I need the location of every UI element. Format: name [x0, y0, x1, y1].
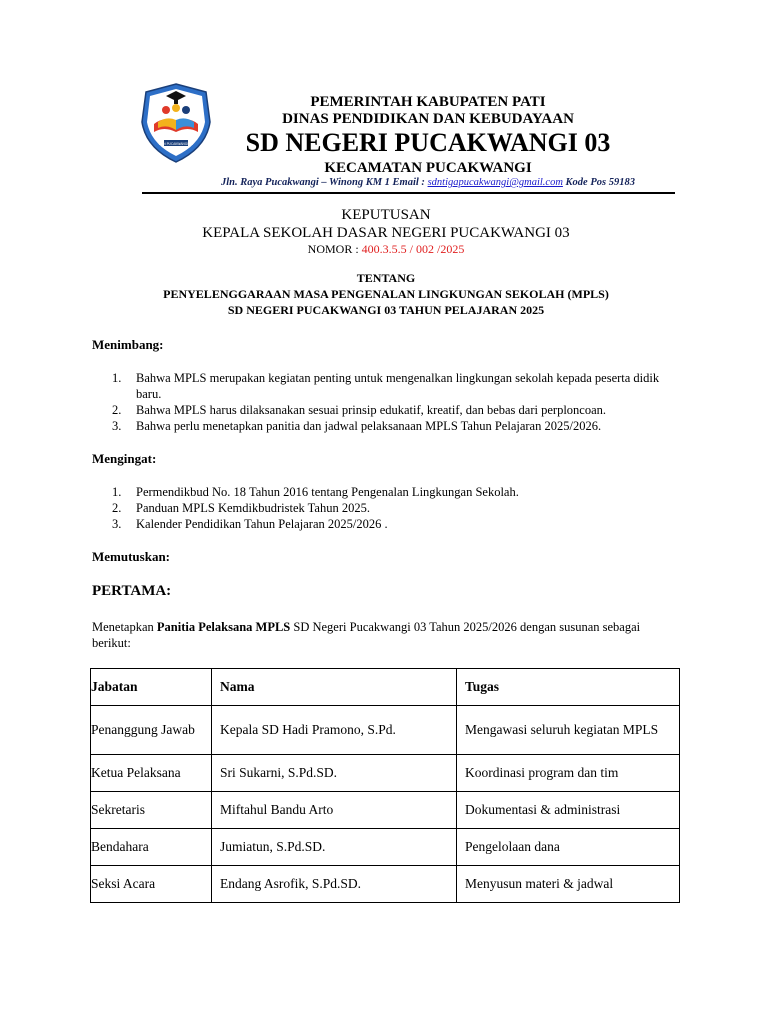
list-item: [108, 402, 668, 418]
decision-issuer: KEPALA SEKOLAH DASAR NEGERI PUCAKWANGI 03: [202, 225, 570, 241]
list-item: [108, 516, 668, 532]
menimbang-list: [108, 370, 668, 434]
table-row: [91, 792, 680, 829]
list-item: [108, 370, 668, 402]
list-item: [108, 418, 668, 434]
list-number: 1.: [112, 371, 122, 385]
cell-nama: Kepala SD Hadi Pramono, S.Pd.: [212, 706, 457, 755]
letterhead-address: [140, 177, 716, 188]
list-text: Permendikbud No. 18 Tahun 2016 tentang Pengenalan Lingkungan Sekolah.: [136, 485, 519, 499]
cell-tugas: Koordinasi program dan tim: [457, 755, 680, 792]
cell-nama: Miftahul Bandu Arto: [212, 792, 457, 829]
address-prefix: Jln. Raya Pucakwangi – Winong KM 1 Email :: [221, 177, 428, 188]
table-row: [91, 866, 680, 903]
list-number: 3.: [112, 419, 122, 433]
letterhead-department: DINAS PENDIDIKAN DAN KEBUDAYAAN: [282, 111, 574, 127]
subject-line-1: PENYELENGGARAAN MASA PENGENALAN LINGKUNGAN SEKOLAH (MPLS): [163, 287, 609, 301]
intro-pre: Menetapkan: [92, 620, 157, 634]
list-text: Kalender Pendidikan Tahun Pelajaran 2025/2026 .: [136, 517, 388, 531]
cell-tugas: Dokumentasi & administrasi: [457, 792, 680, 829]
mengingat-list: [108, 484, 668, 532]
cell-tugas: Mengawasi seluruh kegiatan MPLS: [457, 706, 680, 755]
cell-jabatan: Penanggung Jawab: [91, 706, 212, 755]
list-text: Bahwa MPLS merupakan kegiatan penting untuk mengenalkan lingkungan sekolah kepada peserta didik baru.: [136, 371, 660, 401]
list-item: [108, 484, 668, 500]
email-link[interactable]: sdntigapucakwangi@gmail.com: [427, 177, 563, 188]
list-number: 2.: [112, 403, 122, 417]
list-text: Bahwa perlu menetapkan panitia dan jadwal pelaksanaan MPLS Tahun Pelajaran 2025/2026.: [136, 419, 602, 433]
header-nama: Nama: [212, 669, 457, 706]
pertama-heading: PERTAMA:: [92, 583, 172, 599]
header-tugas: Tugas: [457, 669, 680, 706]
cell-tugas: Pengelolaan dana: [457, 829, 680, 866]
menimbang-heading: Menimbang:: [92, 337, 164, 352]
number-label: NOMOR :: [307, 242, 362, 256]
about-label: TENTANG: [356, 271, 416, 285]
number-value: 400.3.5.5 / 002 /2025: [361, 242, 465, 256]
list-number: 2.: [112, 501, 122, 515]
intro-bold: Panitia Pelaksana MPLS: [156, 620, 291, 634]
decision-number: [92, 242, 680, 257]
table-row: [91, 829, 680, 866]
letterhead-district: KECAMATAN PUCAKWANGI: [324, 160, 532, 176]
cell-jabatan: Seksi Acara: [91, 866, 212, 903]
committee-table: [90, 668, 680, 903]
cell-nama: Sri Sukarni, S.Pd.SD.: [212, 755, 457, 792]
letterhead-divider: [142, 192, 675, 194]
pertama-intro: [92, 619, 680, 651]
list-number: 3.: [112, 517, 122, 531]
cell-jabatan: Sekretaris: [91, 792, 212, 829]
letterhead-government: PEMERINTAH KABUPATEN PATI: [310, 94, 546, 110]
list-item: [108, 500, 668, 516]
list-number: 1.: [112, 485, 122, 499]
table-row: [91, 706, 680, 755]
cell-nama: Endang Asrofik, S.Pd.SD.: [212, 866, 457, 903]
cell-nama: Jumiatun, S.Pd.SD.: [212, 829, 457, 866]
mengingat-heading: Mengingat:: [92, 451, 157, 466]
address-suffix: Kode Pos 59183: [562, 177, 635, 188]
decision-title: KEPUTUSAN: [341, 207, 431, 223]
table-header-row: [91, 669, 680, 706]
table-row: [91, 755, 680, 792]
cell-jabatan: Bendahara: [91, 829, 212, 866]
subject-line-2: SD NEGERI PUCAKWANGI 03 TAHUN PELAJARAN 2025: [227, 303, 545, 317]
list-text: Bahwa MPLS harus dilaksanakan sesuai prinsip edukatif, kreatif, dan bebas dari perploncoan.: [136, 403, 607, 417]
header-jabatan: Jabatan: [91, 669, 212, 706]
cell-jabatan: Ketua Pelaksana: [91, 755, 212, 792]
cell-tugas: Menyusun materi & jadwal: [457, 866, 680, 903]
logo-text: SDN PUCAKWANGI 03: [158, 142, 194, 146]
memutuskan-heading: Memutuskan:: [92, 549, 171, 564]
intro-post: SD Negeri Pucakwangi 03 Tahun 2025/2026 dengan susunan sebagai berikut:: [92, 620, 641, 650]
list-text: Panduan MPLS Kemdikbudristek Tahun 2025.: [136, 501, 370, 515]
letterhead-school-name: SD NEGERI PUCAKWANGI 03: [245, 128, 611, 157]
